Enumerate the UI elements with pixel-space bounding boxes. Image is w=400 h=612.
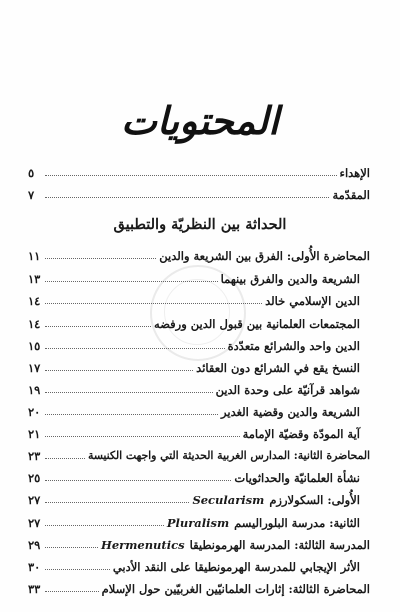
dot-leader <box>45 392 213 393</box>
dot-leader <box>45 436 240 437</box>
entry-page: ٢٧ <box>28 516 41 530</box>
entry-title: الأثر الإيجابي للمدرسة الهرمونطيقا على النقد الأدبي <box>112 560 360 574</box>
entry-title: الإهداء <box>339 166 370 180</box>
entry-latin-term: Secularism <box>192 493 265 507</box>
list-item <box>28 493 360 507</box>
entry-title: النسخ يقع في الشرائع دون العقائد <box>196 361 360 375</box>
list-item <box>28 294 360 308</box>
entry-page: ٢٩ <box>28 538 41 552</box>
entry-latin-term: Pluralism <box>166 516 230 530</box>
entry-title: نشأة العلمانيّة والحداثويات <box>234 471 360 485</box>
entry-page: ٣٣ <box>28 582 41 596</box>
entry-page: ١١ <box>28 249 41 263</box>
entry-page: ٢٠ <box>28 405 41 419</box>
entry-page: ١٤ <box>28 317 41 331</box>
entry-page: ٧ <box>28 188 35 202</box>
entry-page: ١٣ <box>28 272 41 286</box>
list-item <box>28 339 360 353</box>
dot-leader <box>45 591 99 592</box>
entry-page: ١٤ <box>28 294 41 308</box>
section-title: الحداثة بين النظريّة والتطبيق <box>113 216 287 233</box>
entry-title: المجتمعات العلمانية بين قبول الدين ورفضه <box>154 317 360 331</box>
entry-page: ١٩ <box>28 383 41 397</box>
list-item <box>28 427 360 441</box>
dot-leader <box>45 197 329 198</box>
list-item <box>28 383 360 397</box>
entry-page: ٢٥ <box>28 471 41 485</box>
entry-page: ٢١ <box>28 427 41 441</box>
entry-title: المحاضرة الثالثة: إثارات العلمانيّين الغربيّين حول الإسلام <box>101 582 370 596</box>
dot-leader <box>45 569 110 570</box>
dot-leader <box>45 414 218 415</box>
dot-leader <box>45 370 193 371</box>
list-item <box>28 166 370 180</box>
list-item <box>28 538 370 552</box>
entry-title: الشريعة والدين وقضية الغدير <box>221 405 360 419</box>
list-item <box>28 188 370 202</box>
entry-title: المقدّمة <box>332 188 370 202</box>
entry-title: شواهد قرآنيّة على وحدة الدين <box>215 383 360 397</box>
list-item <box>28 361 360 375</box>
entry-title: آية المودّة وقضيّة الإمامة <box>242 427 360 441</box>
list-item <box>28 272 360 286</box>
entry-page: ٢٣ <box>28 449 41 463</box>
list-item <box>28 249 370 263</box>
dot-leader <box>45 480 231 481</box>
list-item <box>28 560 360 574</box>
entry-title: الدين الإسلامي خالد <box>265 294 360 308</box>
entry-title: المحاضرة الثانية: المدارس الغربية الحديثة التي واجهت الكنيسة <box>87 449 370 462</box>
dot-leader <box>45 258 156 259</box>
dot-leader <box>45 525 164 526</box>
list-item <box>28 471 360 485</box>
list-item <box>28 317 360 331</box>
entry-page: ١٥ <box>28 339 41 353</box>
entry-page: ٢٧ <box>28 493 41 507</box>
entry-page: ٥ <box>28 166 35 180</box>
list-item <box>28 405 360 419</box>
dot-leader <box>45 348 225 349</box>
entry-title: الدين واحد والشرائع متعدّدة <box>227 339 360 353</box>
dot-leader <box>45 303 262 304</box>
entry-page: ١٧ <box>28 361 41 375</box>
entry-title: الأُولى: السكولارزم <box>269 493 360 507</box>
entry-page: ٣٠ <box>28 560 41 574</box>
dot-leader <box>45 502 189 503</box>
list-item <box>28 582 370 596</box>
entry-title: المحاضرة الأُولى: الفرق بين الشريعة والدين <box>159 249 370 263</box>
list-item <box>28 516 360 530</box>
dot-leader <box>45 281 218 282</box>
entry-title: الثانية: مدرسة البلوراليسم <box>234 516 360 530</box>
dot-leader <box>45 326 151 327</box>
entry-title: المدرسة الثالثة: المدرسة الهرمونطيقا <box>189 538 370 552</box>
dot-leader <box>45 175 337 176</box>
page-heading: المحتويات <box>121 98 279 143</box>
dot-leader <box>45 458 85 459</box>
dot-leader <box>45 547 98 548</box>
entry-title: الشريعة والدين والفرق بينهما <box>220 272 360 286</box>
list-item <box>28 449 370 463</box>
entry-latin-term: Hermenutics <box>100 538 185 552</box>
